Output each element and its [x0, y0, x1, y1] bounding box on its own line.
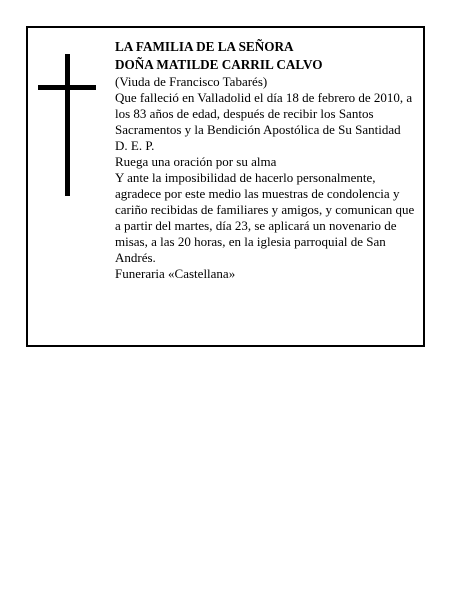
cross-icon — [38, 54, 96, 196]
obituary-text-block — [115, 38, 421, 282]
dep-line: D. E. P. — [115, 138, 155, 153]
heading-family: LA FAMILIA DE LA SEÑORA — [115, 39, 294, 54]
widow-of-line: (Viuda de Francisco Tabarés) — [115, 74, 268, 89]
prayer-request-line: Ruega una oración por su alma — [115, 154, 277, 169]
cross-vertical-bar — [65, 54, 70, 196]
funeral-home-line: Funeraria «Castellana» — [115, 266, 236, 281]
cross-horizontal-bar — [38, 85, 96, 90]
heading-deceased-name: DOÑA MATILDE CARRIL CALVO — [115, 57, 323, 72]
death-paragraph: Que falleció en Valladolid el día 18 de febrero de 2010, a los 83 años de edad, después de recibir los Santos Sacramentos y la Bendición Apostólica de Su Santidad — [115, 90, 413, 137]
thanks-paragraph: Y ante la imposibilidad de hacerlo personalmente, agradece por este medio las muestras de condolencia y cariño recibidas de familiares y amigos, y comunican que a partir del martes, día 23, se aplicará un novenario de misas, a las 20 horas, en la iglesia parroquial de San Andrés. — [115, 170, 415, 265]
